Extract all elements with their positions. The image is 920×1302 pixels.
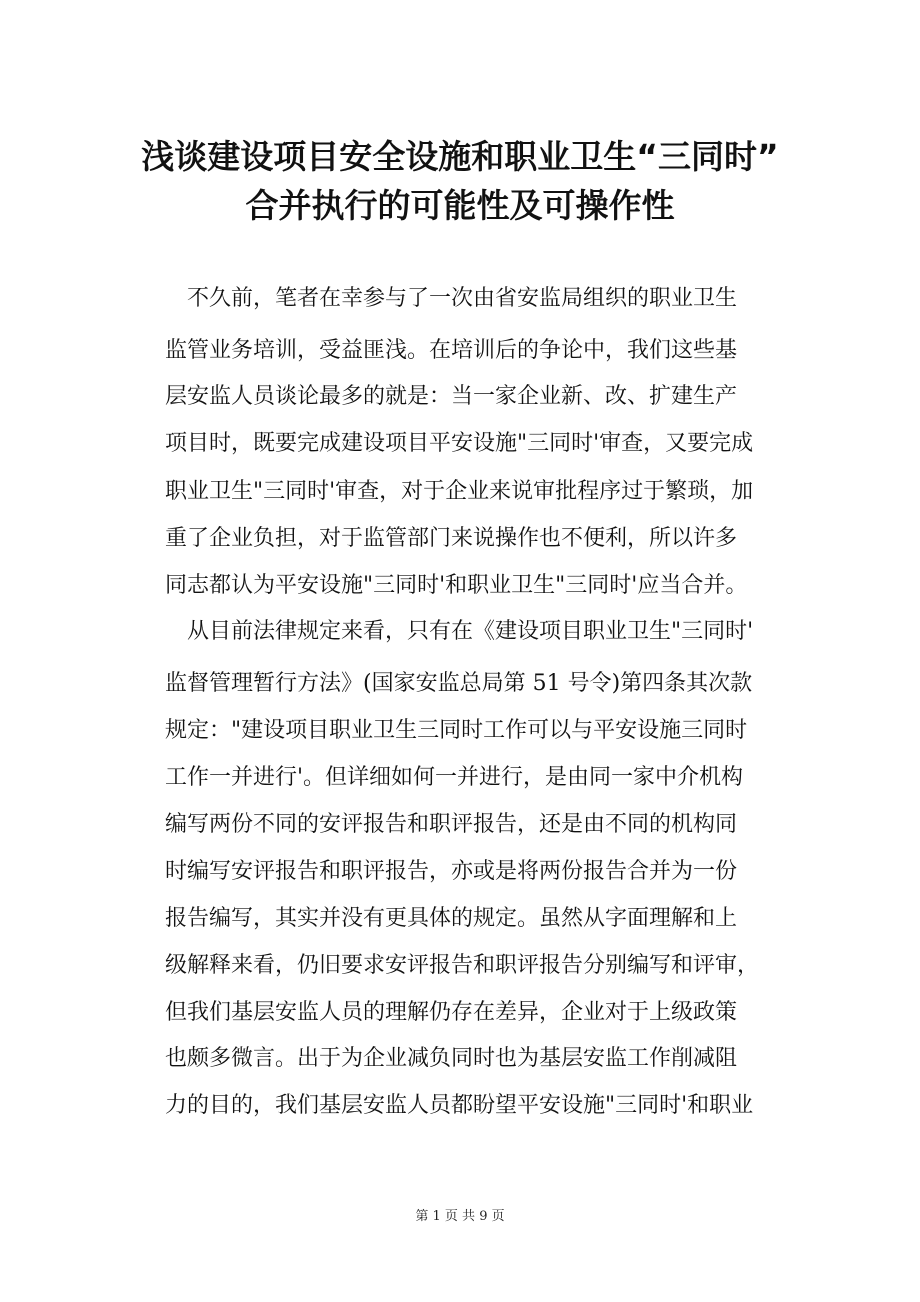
paragraph-1-line-5: 职业卫生"三同时'审查，对于企业来说审批程序过于繁琐，加 (165, 479, 754, 504)
paragraph-2-line-2: 监督管理暂行方法》(国家安监总局第 51 号令)第四条其次款 (165, 671, 753, 696)
paragraph-2-line-5: 编写两份不同的安评报告和职评报告，还是由不同的机构同 (165, 812, 738, 837)
paragraph-1-line-3: 层安监人员谈论最多的就是：当一家企业新、改、扩建生产 (165, 384, 738, 409)
page-footer: 第 1 页 共 9 页 (415, 1209, 505, 1224)
paragraph-2-line-8: 级解释来看，仍旧要求安评报告和职评报告分别编写和评审， (165, 953, 760, 978)
paragraph-2-line-10: 也颇多微言。出于为企业减负同时也为基层安监工作削减阻 (165, 1046, 738, 1071)
paragraph-2-line-1: 从目前法律规定来看，只有在《建设项目职业卫生"三同时' (187, 619, 754, 644)
paragraph-2-line-4: 工作一并进行'。但详细如何一并进行，是由同一家中介机构 (165, 765, 744, 790)
paragraph-2-line-3: 规定："建设项目职业卫生三同时工作可以与平安设施三同时 (165, 718, 748, 743)
paragraph-2-line-9: 但我们基层安监人员的理解仍存在差异，企业对于上级政策 (165, 1000, 738, 1025)
paragraph-1-line-1: 不久前，笔者在幸参与了一次由省安监局组织的职业卫生 (187, 286, 738, 311)
paragraph-1-line-6: 重了企业负担，对于监管部门来说操作也不便利，所以许多 (165, 526, 738, 551)
paragraph-1-line-7: 同志都认为平安设施"三同时'和职业卫生"三同时'应当合并。 (165, 573, 748, 598)
paragraph-2-line-6: 时编写安评报告和职评报告，亦或是将两份报告合并为一份 (165, 859, 738, 884)
paragraph-1-line-2: 监管业务培训，受益匪浅。在培训后的争论中，我们这些基 (165, 338, 738, 363)
paragraph-2-line-11: 力的目的，我们基层安监人员都盼望平安设施"三同时'和职业 (165, 1093, 754, 1118)
paragraph-1-line-4: 项目时，既要完成建设项目平安设施"三同时'审查，又要完成 (165, 431, 754, 456)
document-title-line-1: 浅谈建设项目安全设施和职业卫生“三同时” (141, 137, 779, 176)
document-title-line-2: 合并执行的可能性及可操作性 (245, 186, 675, 225)
paragraph-2-line-7: 报告编写，其实并没有更具体的规定。虽然从字面理解和上 (165, 906, 738, 931)
